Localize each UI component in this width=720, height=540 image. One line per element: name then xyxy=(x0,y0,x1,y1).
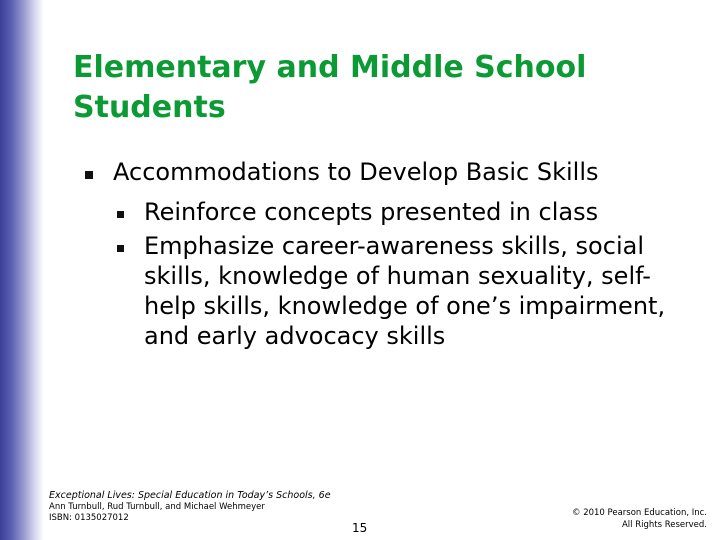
footer-citation xyxy=(49,489,349,524)
slide-title: Elementary and Middle School Students xyxy=(73,50,587,125)
page-number: 15 xyxy=(352,521,368,535)
bullet-text: Accommodations to Develop Basic Skills xyxy=(113,158,599,186)
footer-book-title: Exceptional Lives: Special Education in Today’s Schools, 6e xyxy=(49,490,331,501)
footer-authors: Ann Turnbull, Rud Turnbull, and Michael Wehmeyer xyxy=(49,502,265,512)
copyright-text: © 2010 Pearson Education, Inc. xyxy=(572,508,707,518)
left-gradient-bar xyxy=(0,0,44,540)
rights-text: All Rights Reserved. xyxy=(621,520,707,530)
square-bullet-icon xyxy=(85,171,93,179)
sub-bullet-text: Emphasize career-awareness skills, social skills, knowledge of human sexuality, self-help skills, knowledge of one’s impairment, and early advocacy skills xyxy=(144,232,666,350)
footer-isbn: ISBN: 0135027012 xyxy=(49,513,129,523)
square-bullet-icon xyxy=(117,211,124,218)
sub-bullet-text: Reinforce concepts presented in class xyxy=(144,198,599,226)
footer-copyright xyxy=(572,507,707,531)
square-bullet-icon xyxy=(117,245,124,252)
